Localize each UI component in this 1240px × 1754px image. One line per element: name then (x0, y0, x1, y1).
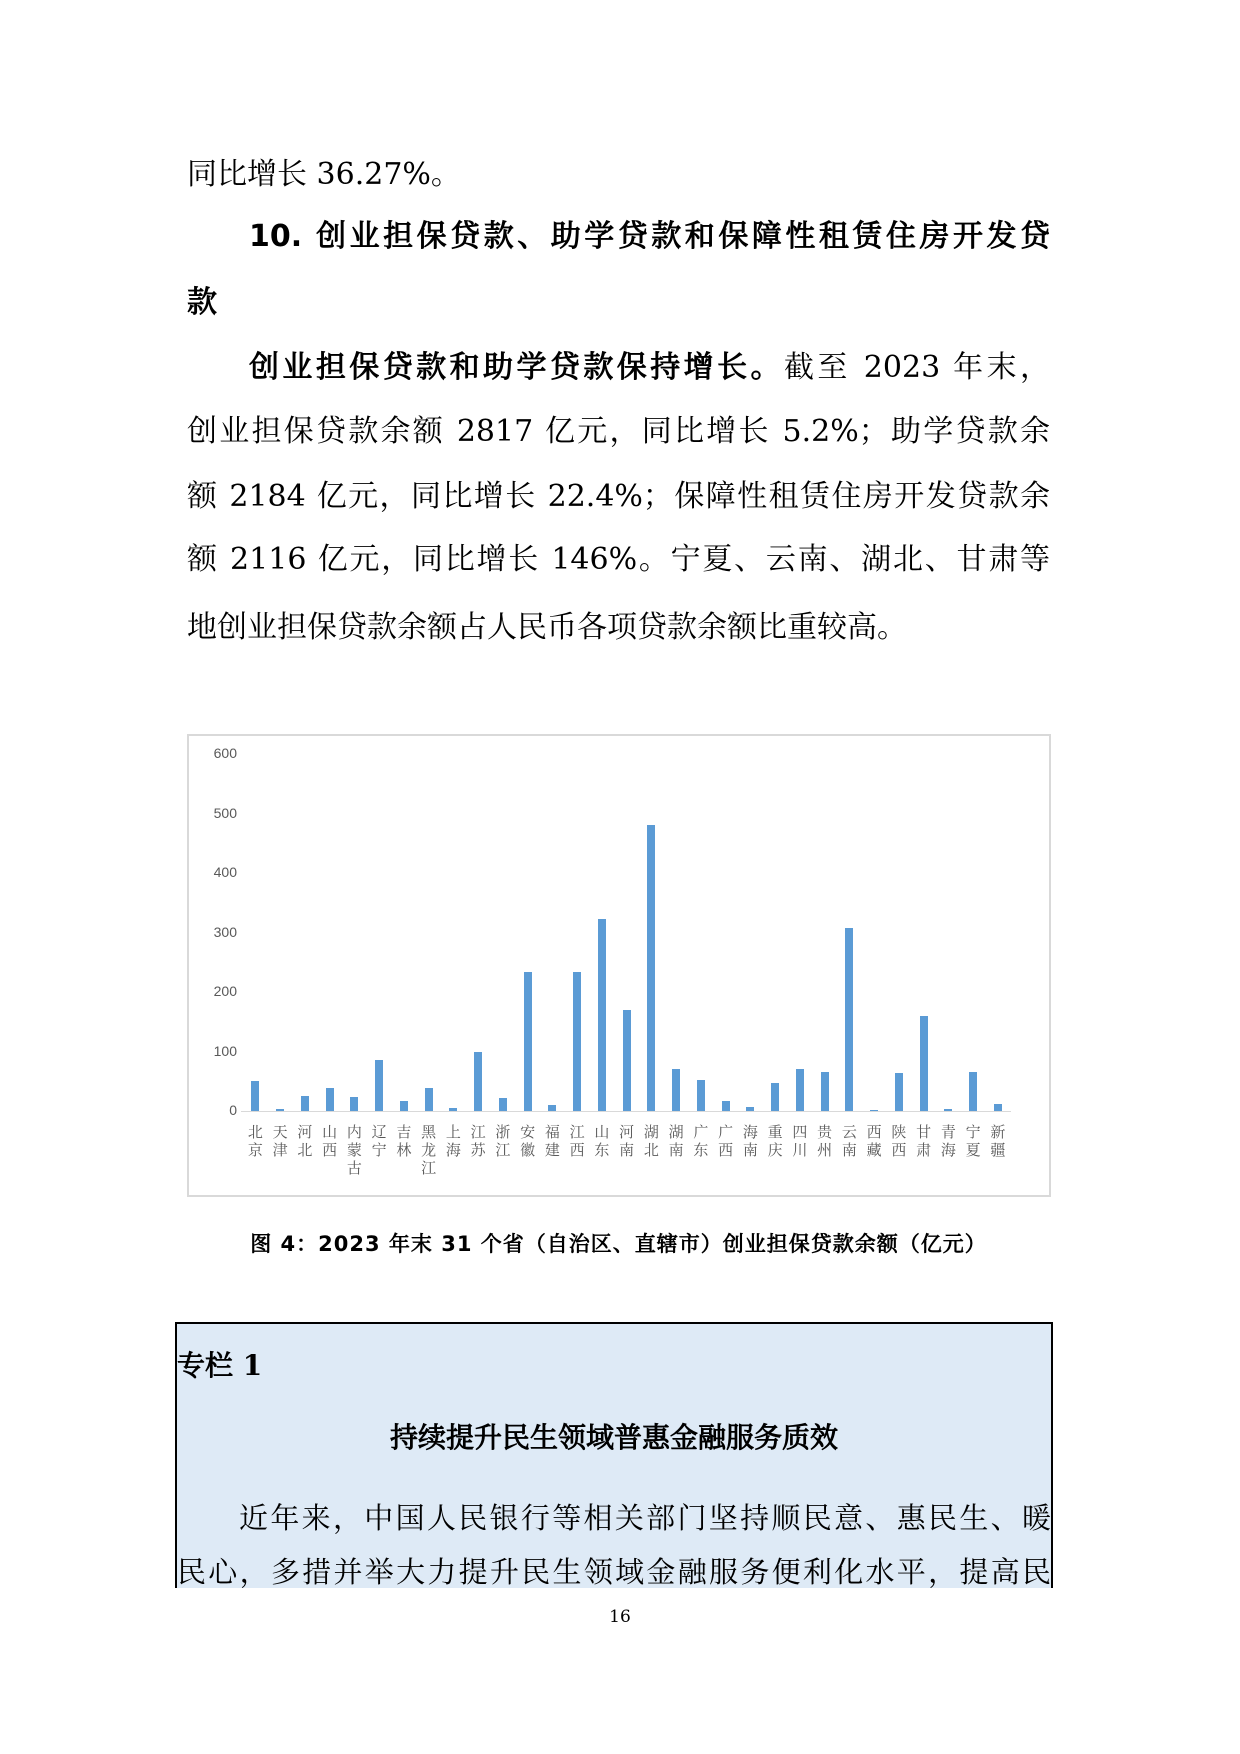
y-tick-label: 400 (213, 864, 237, 880)
x-tick-label: 内 蒙 古 (346, 1123, 362, 1177)
y-tick-label: 100 (213, 1042, 237, 1059)
paragraph-lead (187, 348, 1050, 388)
bar (598, 919, 606, 1111)
x-tick-label: 湖 南 (668, 1123, 684, 1159)
x-tick-label: 吉 林 (396, 1123, 412, 1159)
x-tick-label: 陕 西 (891, 1123, 907, 1159)
x-tick-label: 新 疆 (990, 1123, 1006, 1159)
bar (276, 1109, 284, 1111)
x-tick-label: 山 东 (594, 1123, 610, 1159)
bar (548, 1105, 556, 1111)
paragraph-lead-rest: 截至 2023 年末， (783, 350, 1051, 385)
bar (350, 1097, 358, 1111)
figure-caption: 图 4：2023 年末 31 个省（自治区、直辖市）创业担保贷款余额（亿元） (250, 1232, 987, 1256)
bar (672, 1069, 680, 1111)
bar (524, 972, 532, 1111)
bar (573, 972, 581, 1111)
bar (944, 1109, 952, 1111)
y-tick-label: 0 (229, 1102, 237, 1118)
x-tick-label: 辽 宁 (371, 1123, 387, 1159)
x-tick-label: 天 津 (272, 1123, 288, 1159)
x-tick-label: 云 南 (841, 1123, 857, 1159)
x-axis-line (241, 1111, 1011, 1112)
bar (326, 1088, 334, 1111)
paragraph-line: 地创业担保贷款余额占人民币各项贷款余额比重较高。 (187, 610, 907, 645)
bar (746, 1107, 754, 1111)
x-tick-label: 江 西 (569, 1123, 585, 1159)
bar (425, 1088, 433, 1111)
x-tick-label: 北 京 (247, 1123, 263, 1159)
bar (969, 1072, 977, 1111)
x-tick-label: 江 苏 (470, 1123, 486, 1159)
x-tick-label: 甘 肃 (916, 1123, 932, 1159)
feature-box-text-line: 民心，多措并举大力提升民生领域金融服务便利化水平，提高民 (177, 1555, 1051, 1589)
bar (796, 1069, 804, 1111)
bar (251, 1081, 259, 1111)
x-tick-label: 河 南 (619, 1123, 635, 1159)
section-heading-continued: 款 (187, 285, 217, 320)
x-tick-label: 浙 江 (495, 1123, 511, 1159)
y-tick-label: 200 (213, 983, 237, 999)
x-tick-label: 四 川 (792, 1123, 808, 1159)
x-tick-label: 青 海 (940, 1123, 956, 1159)
page-number: 16 (609, 1607, 631, 1627)
x-tick-label: 西 藏 (866, 1123, 882, 1159)
x-tick-label: 湖 北 (643, 1123, 659, 1159)
body-text-line: 同比增长 36.27%。 (187, 157, 461, 192)
bar (697, 1080, 705, 1111)
bar (623, 1010, 631, 1111)
bar-chart (187, 734, 1051, 1197)
bar (821, 1072, 829, 1111)
y-tick-label: 600 (213, 745, 237, 761)
x-tick-label: 黑 龙 江 (421, 1123, 437, 1177)
y-tick-label: 500 (213, 804, 237, 821)
feature-box-text-line: 近年来，中国人民银行等相关部门坚持顺民意、惠民生、暖 (239, 1501, 1051, 1535)
x-tick-label: 宁 夏 (965, 1123, 981, 1159)
paragraph-line: 创业担保贷款余额 2817 亿元，同比增长 5.2%；助学贷款余 (187, 414, 1050, 449)
x-tick-label: 海 南 (742, 1123, 758, 1159)
paragraph-lead-bold: 创业担保贷款和助学贷款保持增长。 (249, 350, 784, 385)
paragraph-line: 额 2184 亿元，同比增长 22.4%；保障性租赁住房开发贷款余 (187, 479, 1050, 514)
bar (375, 1060, 383, 1111)
x-tick-label: 上 海 (445, 1123, 461, 1159)
feature-box-title: 持续提升民生领域普惠金融服务质效 (389, 1421, 838, 1454)
bar (870, 1110, 878, 1111)
bar (301, 1096, 309, 1111)
bar (920, 1016, 928, 1111)
bar (771, 1083, 779, 1111)
feature-box (175, 1322, 1053, 1588)
bar (449, 1108, 457, 1111)
section-heading: 10. 创业担保贷款、助学贷款和保障性租赁住房开发贷 (249, 219, 1050, 254)
x-tick-label: 广 东 (693, 1123, 709, 1159)
feature-box-label: 专栏 1 (177, 1349, 263, 1382)
x-tick-label: 安 徽 (520, 1123, 536, 1159)
x-tick-label: 贵 州 (817, 1123, 833, 1159)
x-tick-label: 重 庆 (767, 1123, 783, 1159)
bar (499, 1098, 507, 1111)
paragraph-line: 额 2116 亿元，同比增长 146%。宁夏、云南、湖北、甘肃等 (187, 542, 1050, 577)
x-tick-label: 广 西 (718, 1123, 734, 1159)
x-tick-label: 福 建 (544, 1123, 560, 1159)
bar (845, 928, 853, 1111)
bar (994, 1104, 1002, 1111)
y-tick-label: 300 (213, 923, 237, 940)
x-tick-label: 山 西 (322, 1123, 338, 1159)
bar (895, 1073, 903, 1111)
bar (722, 1101, 730, 1111)
bar (647, 825, 655, 1111)
bar (474, 1052, 482, 1112)
bar (400, 1101, 408, 1111)
x-tick-label: 河 北 (297, 1123, 313, 1159)
